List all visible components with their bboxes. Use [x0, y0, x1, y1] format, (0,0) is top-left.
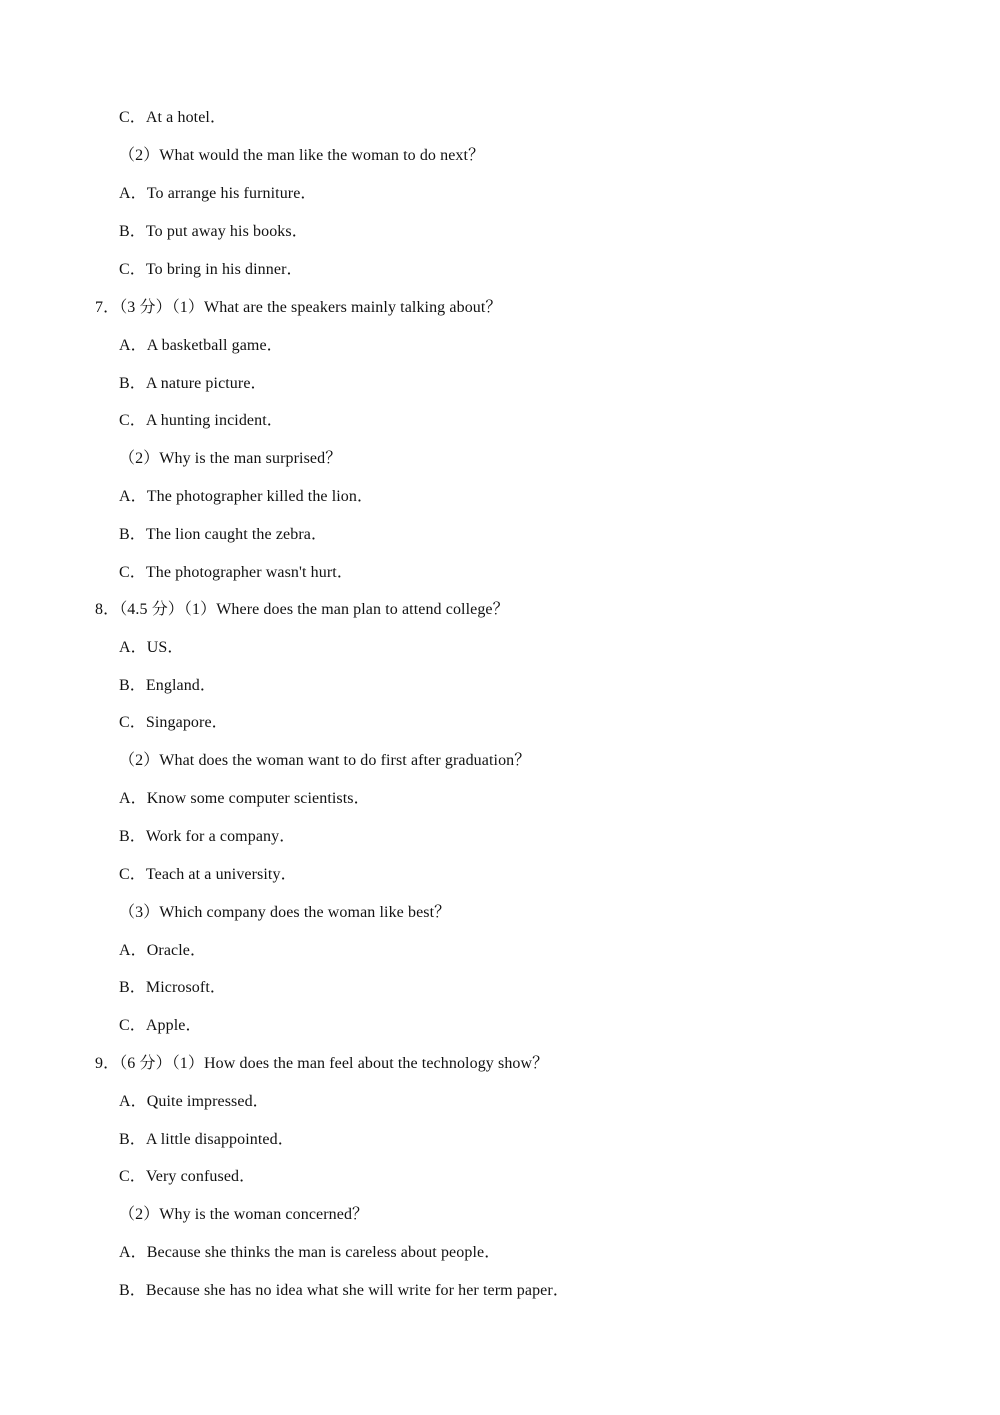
- option-line: B．The lion caught the zebra．: [119, 526, 328, 543]
- option-line: B．Microsoft．: [119, 979, 226, 996]
- option-line: A．Because she thinks the man is careless about people．: [119, 1244, 501, 1261]
- option-line: B．Because she has no idea what she will write for her term paper．: [119, 1282, 569, 1299]
- option-line: A．To arrange his furniture．: [119, 185, 317, 202]
- sub-question-line: （2）What would the man like the woman to do next？: [119, 147, 485, 164]
- sub-question-line: （2）Why is the woman concerned？: [119, 1206, 369, 1223]
- question-line: 7．（3 分）（1）What are the speakers mainly talking about？: [95, 299, 502, 316]
- option-line: B．England．: [119, 677, 216, 694]
- option-line: C．Teach at a university．: [119, 866, 297, 883]
- option-line: C．The photographer wasn't hurt．: [119, 564, 353, 581]
- option-line: B．To put away his books．: [119, 223, 308, 240]
- sub-question-line: （3）Which company does the woman like best？: [119, 904, 451, 921]
- option-line: A．US．: [119, 639, 184, 656]
- option-line: A．Quite impressed．: [119, 1093, 269, 1110]
- question-line: 8．（4.5 分）（1）Where does the man plan to attend college？: [95, 601, 509, 618]
- option-line: C．Singapore．: [119, 714, 228, 731]
- option-line: A．Know some computer scientists．: [119, 790, 370, 807]
- option-line: C．At a hotel．: [119, 109, 227, 126]
- sub-question-line: （2）Why is the man surprised？: [119, 450, 342, 467]
- option-line: B．A nature picture．: [119, 375, 267, 392]
- sub-question-line: （2）What does the woman want to do first after graduation？: [119, 752, 531, 769]
- option-line: A．The photographer killed the lion．: [119, 488, 374, 505]
- option-line: C．To bring in his dinner．: [119, 261, 303, 278]
- option-line: C．Apple．: [119, 1017, 202, 1034]
- question-line: 9．（6 分）（1）How does the man feel about the technology show？: [95, 1055, 549, 1072]
- option-line: B．A little disappointed．: [119, 1131, 294, 1148]
- option-line: A．A basketball game．: [119, 337, 283, 354]
- option-line: C．Very confused．: [119, 1168, 256, 1185]
- option-line: B．Work for a company．: [119, 828, 296, 845]
- option-line: A．Oracle．: [119, 942, 207, 959]
- option-line: C．A hunting incident．: [119, 412, 283, 429]
